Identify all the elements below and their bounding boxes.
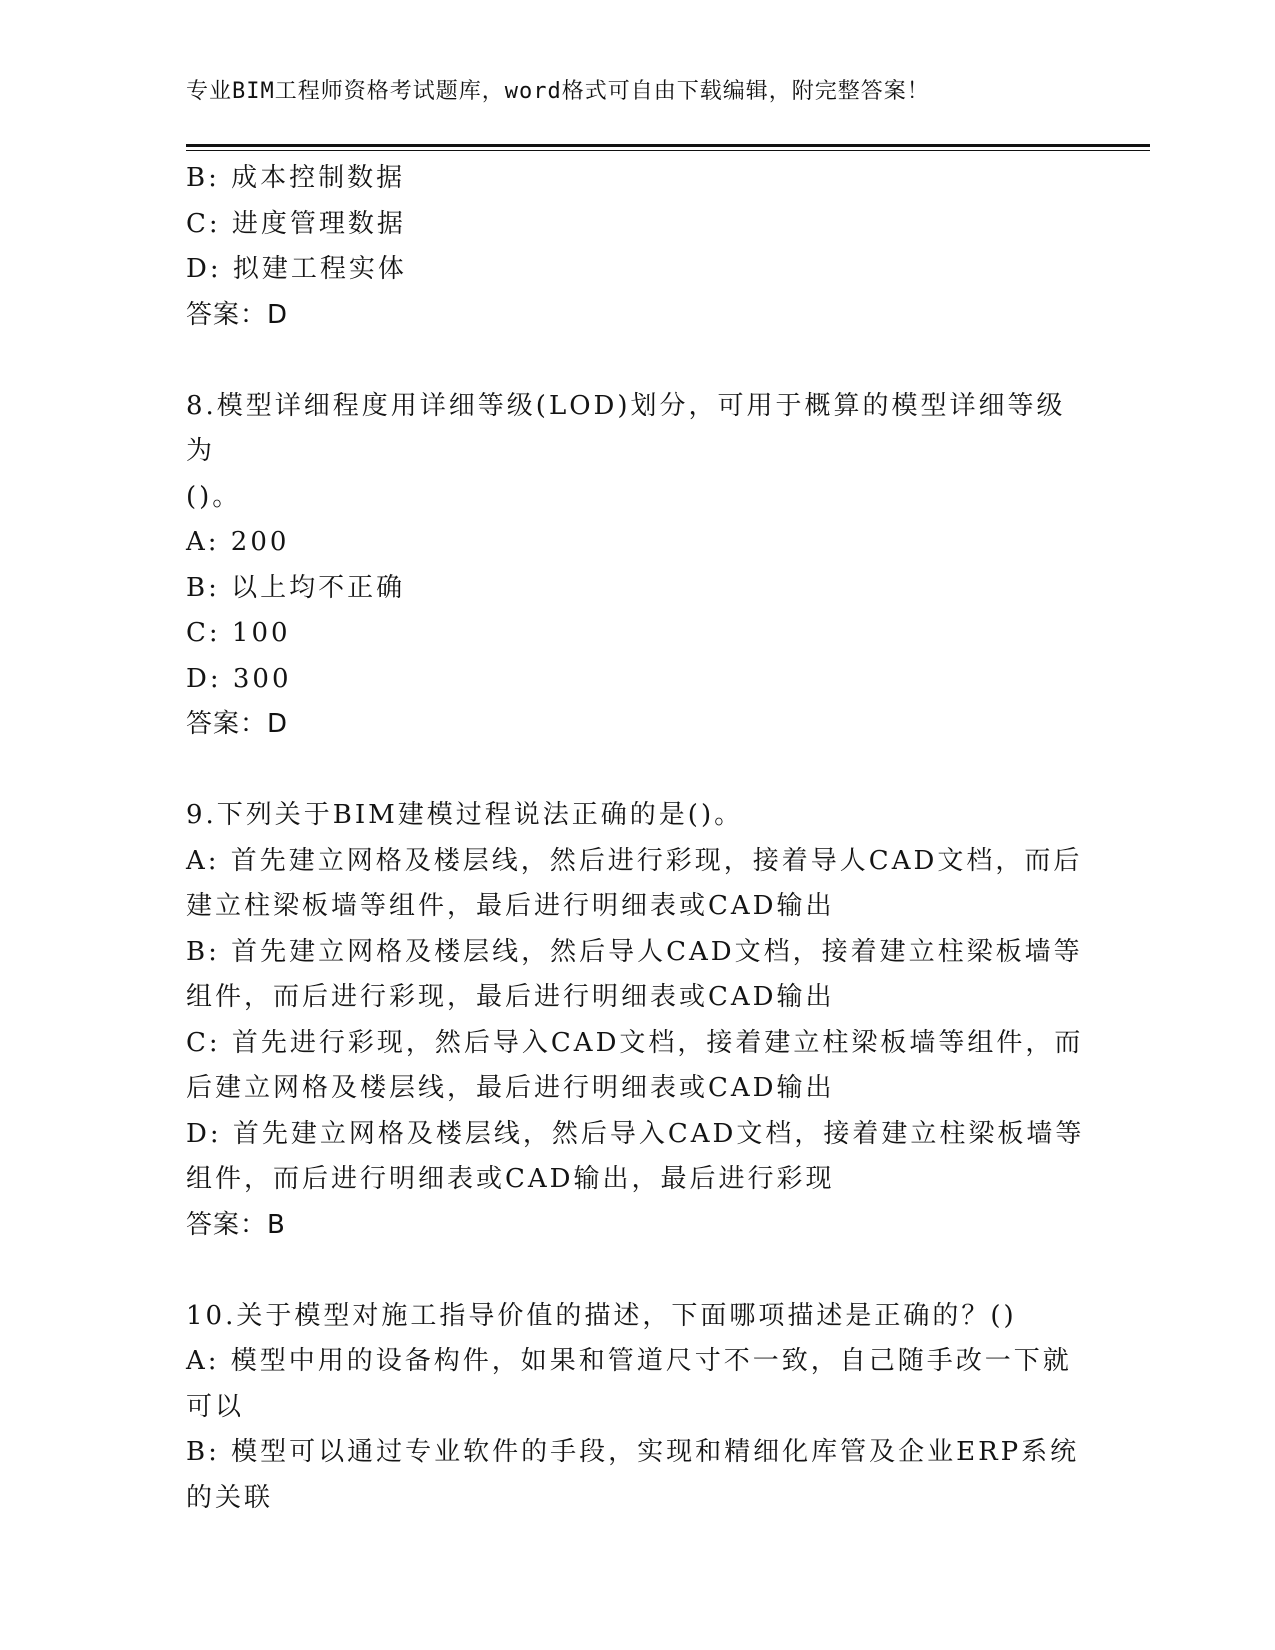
option-b: B: 以上均不正确 [186,572,406,603]
question-stem: 9.下列关于BIM建模过程说法正确的是()。 [186,800,744,830]
option-a: A: 200 [186,527,290,557]
option-b: B: 成本控制数据 [186,163,406,193]
answer-line: 答案：D [186,709,289,739]
header-rule-thin [186,150,1150,151]
option-b-continued: 组件，而后进行彩现，最后进行明细表或CAD输出 [186,982,835,1012]
option-b: B: 首先建立网格及楼层线，然后导人CAD文档，接着建立柱梁板墙等 [186,936,1083,967]
question-content [186,156,1086,1521]
spacer [186,748,1086,794]
option-a-continued: 建立柱梁板墙等组件，最后进行明细表或CAD输出 [186,891,835,921]
option-c: C: 100 [186,618,291,648]
question-7-tail [186,156,1086,338]
option-b: B: 模型可以通过专业软件的手段，实现和精细化库管及企业ERP系统 [186,1437,1080,1467]
option-d: D: 拟建工程实体 [186,254,407,284]
header-rule-thick [186,144,1150,147]
option-c-continued: 后建立网格及楼层线，最后进行明细表或CAD输出 [186,1073,835,1103]
answer-line: 答案：D [186,299,289,330]
spacer [186,1248,1086,1294]
option-d: D: 300 [186,663,292,694]
spacer [186,338,1086,384]
option-a-continued: 可以 [186,1391,245,1422]
option-c: C: 首先进行彩现，然后导入CAD文档，接着建立柱梁板墙等组件，而 [186,1027,1084,1058]
question-stem: 8.模型详细程度用详细等级(LOD)划分，可用于概算的模型详细等级为 [186,390,1066,466]
option-d-continued: 组件，而后进行明细表或CAD输出，最后进行彩现 [186,1164,835,1194]
option-d: D: 首先建立网格及楼层线，然后导入CAD文档，接着建立柱梁板墙等 [186,1118,1085,1149]
question-9 [186,793,1086,1248]
page-header: 专业BIM工程师资格考试题库，word格式可自由下载编辑，附完整答案！ [186,79,930,104]
answer-line: 答案：B [186,1209,286,1240]
question-10 [186,1294,1086,1522]
question-stem-continued: ()。 [186,481,242,512]
option-a: A: 首先建立网格及楼层线，然后进行彩现，接着导人CAD文档，而后 [186,845,1083,876]
option-b-continued: 的关联 [186,1482,274,1513]
question-stem: 10.关于模型对施工指导价值的描述，下面哪项描述是正确的？() [186,1300,1017,1331]
option-c: C: 进度管理数据 [186,208,406,239]
option-a: A: 模型中用的设备构件，如果和管道尺寸不一致，自己随手改一下就 [186,1346,1072,1376]
question-8 [186,384,1086,748]
